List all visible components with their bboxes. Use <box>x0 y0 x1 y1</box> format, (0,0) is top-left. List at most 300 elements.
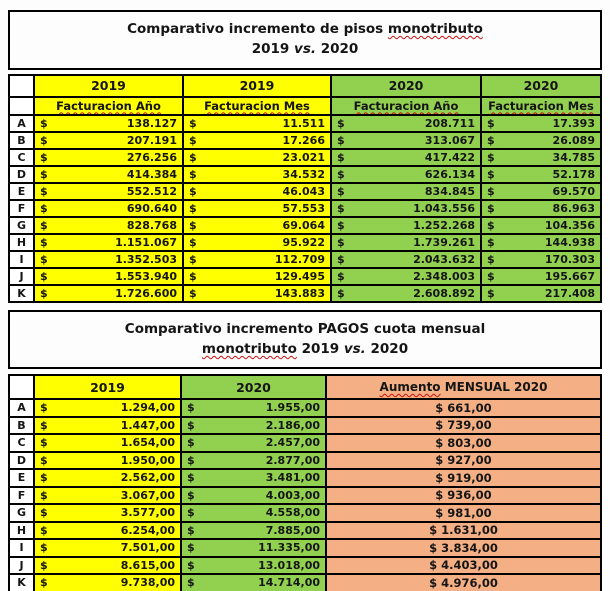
money-cell <box>181 469 326 487</box>
money-cell-content <box>189 253 325 266</box>
row-label: I <box>9 251 34 268</box>
cell-value: 6.254,00 <box>120 523 175 537</box>
money-cell-content <box>40 219 177 232</box>
currency-symbol: $ <box>189 201 197 215</box>
money-cell <box>331 217 481 234</box>
money-cell-content <box>40 401 175 414</box>
currency-symbol: $ <box>337 201 345 215</box>
row-label: J <box>9 557 34 575</box>
money-cell <box>34 183 183 200</box>
money-cell-content <box>189 185 325 198</box>
title-year-right: 2020 <box>370 340 409 357</box>
money-cell <box>183 149 331 166</box>
table1-year-header-row <box>9 75 601 97</box>
table-row <box>9 504 601 522</box>
money-cell <box>181 434 326 452</box>
currency-symbol: $ <box>337 269 345 283</box>
cell-value: 95.922 <box>282 235 325 249</box>
money-cell <box>34 539 181 557</box>
title-misspelled-word: monotributo <box>201 340 297 357</box>
currency-symbol: $ <box>189 133 197 147</box>
aumento-cell: $ 981,00 <box>326 504 601 522</box>
aumento-header-cell <box>326 375 601 399</box>
currency-symbol: $ <box>40 150 48 164</box>
money-cell <box>34 399 181 417</box>
table2-title-line1 <box>14 319 596 339</box>
title-year-left: 2019 <box>251 41 290 58</box>
title-year-right: 2020 <box>320 41 359 58</box>
table-row <box>9 200 601 217</box>
money-cell <box>34 200 183 217</box>
table-row <box>9 132 601 149</box>
cell-value: 276.256 <box>126 150 177 164</box>
table-row <box>9 522 601 540</box>
aumento-cell: $ 4.976,00 <box>326 574 601 591</box>
money-cell-content <box>40 471 175 484</box>
table-row <box>9 217 601 234</box>
currency-symbol: $ <box>40 401 48 415</box>
row-label: A <box>9 399 34 417</box>
corner-cell <box>9 97 34 115</box>
currency-symbol: $ <box>189 167 197 181</box>
aumento-cell: $ 4.403,00 <box>326 557 601 575</box>
cell-value: 1.043.556 <box>413 201 475 215</box>
money-cell-content <box>487 134 595 147</box>
money-cell-content <box>189 202 325 215</box>
currency-symbol: $ <box>187 523 195 537</box>
table1-subheader-row <box>9 97 601 115</box>
cell-value: 34.785 <box>552 150 595 164</box>
currency-symbol: $ <box>187 436 195 450</box>
money-cell-content <box>337 151 475 164</box>
money-cell-content <box>189 134 325 147</box>
cell-value: 34.532 <box>282 167 325 181</box>
money-cell <box>34 217 183 234</box>
year-header-cell: 2019 <box>34 375 181 399</box>
money-cell-content <box>40 506 175 519</box>
money-cell <box>181 417 326 435</box>
money-cell-content <box>40 134 177 147</box>
cell-value: 3.577,00 <box>120 506 175 520</box>
currency-symbol: $ <box>40 506 48 520</box>
cell-value: 1.252.268 <box>413 218 475 232</box>
money-cell-content <box>337 117 475 130</box>
currency-symbol: $ <box>189 218 197 232</box>
corner-cell <box>9 375 34 399</box>
title-year-left: 2019 <box>301 340 340 357</box>
money-cell <box>181 399 326 417</box>
cell-value: 7.501,00 <box>120 541 175 555</box>
money-cell-content <box>40 541 175 554</box>
row-label: E <box>9 469 34 487</box>
cell-value: 313.067 <box>424 133 475 147</box>
money-cell-content <box>187 471 320 484</box>
row-label: C <box>9 149 34 166</box>
cell-value: 138.127 <box>126 116 177 130</box>
cell-value: 2.043.632 <box>413 252 475 266</box>
table2-pagos <box>8 374 602 591</box>
money-cell-content <box>337 185 475 198</box>
aumento-misspelled-word: Aumento <box>379 380 441 394</box>
cell-value: 170.303 <box>544 252 595 266</box>
money-cell <box>34 469 181 487</box>
currency-symbol: $ <box>40 436 48 450</box>
title-misspelled-word: monotributo <box>387 21 483 37</box>
currency-symbol: $ <box>337 116 345 130</box>
cell-value: 1.553.940 <box>115 269 177 283</box>
currency-symbol: $ <box>337 286 345 300</box>
money-cell-content <box>189 236 325 249</box>
cell-value: 8.615,00 <box>120 558 175 572</box>
currency-symbol: $ <box>40 576 48 590</box>
money-cell-content <box>40 419 175 432</box>
cell-value: 9.738,00 <box>120 576 175 590</box>
title-vs: vs. <box>294 41 316 58</box>
currency-symbol: $ <box>40 269 48 283</box>
money-cell-content <box>40 202 177 215</box>
cell-value: 4.003,00 <box>265 488 320 502</box>
money-cell <box>34 557 181 575</box>
cell-value: 690.640 <box>126 201 177 215</box>
cell-value: 2.457,00 <box>265 436 320 450</box>
currency-symbol: $ <box>187 453 195 467</box>
currency-symbol: $ <box>40 116 48 130</box>
cell-value: 2.608.892 <box>413 286 475 300</box>
cell-value: 69.570 <box>552 184 595 198</box>
cell-value: 2.877,00 <box>265 453 320 467</box>
table-row <box>9 434 601 452</box>
cell-value: 414.384 <box>126 167 177 181</box>
currency-symbol: $ <box>487 286 495 300</box>
money-cell-content <box>189 270 325 283</box>
money-cell <box>34 149 183 166</box>
money-cell <box>481 149 601 166</box>
cell-value: 195.667 <box>544 269 595 283</box>
money-cell-content <box>189 219 325 232</box>
row-label: H <box>9 234 34 251</box>
row-label: F <box>9 200 34 217</box>
row-label: G <box>9 504 34 522</box>
money-cell <box>183 166 331 183</box>
cell-value: 1.352.503 <box>115 252 177 266</box>
currency-symbol: $ <box>487 269 495 283</box>
money-cell <box>331 115 481 132</box>
aumento-cell: $ 661,00 <box>326 399 601 417</box>
cell-value: 828.768 <box>126 218 177 232</box>
table-row <box>9 234 601 251</box>
facturacion-label: Facturacion Mes <box>204 98 310 113</box>
currency-symbol: $ <box>40 167 48 181</box>
facturacion-header-cell <box>331 97 481 115</box>
table-row <box>9 166 601 183</box>
facturacion-label: Facturacion Mes <box>488 98 594 113</box>
money-cell <box>481 268 601 285</box>
money-cell-content <box>337 168 475 181</box>
money-cell-content <box>40 270 177 283</box>
money-cell <box>331 166 481 183</box>
cell-value: 104.356 <box>544 218 595 232</box>
currency-symbol: $ <box>40 541 48 555</box>
money-cell <box>481 251 601 268</box>
currency-symbol: $ <box>187 576 195 590</box>
currency-symbol: $ <box>40 286 48 300</box>
money-cell <box>331 285 481 302</box>
currency-symbol: $ <box>487 116 495 130</box>
money-cell <box>481 115 601 132</box>
table-row <box>9 149 601 166</box>
currency-symbol: $ <box>189 116 197 130</box>
money-cell-content <box>187 506 320 519</box>
money-cell <box>331 132 481 149</box>
money-cell-content <box>487 219 595 232</box>
money-cell-content <box>40 117 177 130</box>
currency-symbol: $ <box>40 235 48 249</box>
money-cell <box>331 200 481 217</box>
money-cell <box>34 285 183 302</box>
money-cell <box>481 200 601 217</box>
cell-value: 1.955,00 <box>265 401 320 415</box>
money-cell-content <box>487 185 595 198</box>
money-cell <box>481 285 601 302</box>
currency-symbol: $ <box>40 418 48 432</box>
cell-value: 1.447,00 <box>120 418 175 432</box>
money-cell <box>183 132 331 149</box>
currency-symbol: $ <box>189 286 197 300</box>
cell-value: 1.739.261 <box>413 235 475 249</box>
money-cell-content <box>40 454 175 467</box>
money-cell <box>183 200 331 217</box>
table1-title-line2 <box>14 39 596 59</box>
money-cell <box>183 183 331 200</box>
row-label: F <box>9 487 34 505</box>
money-cell <box>481 217 601 234</box>
facturacion-header-cell <box>34 97 183 115</box>
cell-value: 208.711 <box>424 116 475 130</box>
cell-value: 1.950,00 <box>120 453 175 467</box>
currency-symbol: $ <box>487 167 495 181</box>
cell-value: 1.726.600 <box>115 286 177 300</box>
currency-symbol: $ <box>337 218 345 232</box>
money-cell-content <box>40 524 175 537</box>
row-label: I <box>9 539 34 557</box>
money-cell <box>34 417 181 435</box>
money-cell <box>331 268 481 285</box>
row-label: D <box>9 452 34 470</box>
currency-symbol: $ <box>187 418 195 432</box>
table-row <box>9 115 601 132</box>
cell-value: 4.558,00 <box>265 506 320 520</box>
cell-value: 14.714,00 <box>258 576 320 590</box>
money-cell-content <box>187 576 320 589</box>
row-label: A <box>9 115 34 132</box>
money-cell-content <box>337 287 475 300</box>
currency-symbol: $ <box>40 471 48 485</box>
money-cell-content <box>487 287 595 300</box>
currency-symbol: $ <box>40 133 48 147</box>
money-cell-content <box>40 559 175 572</box>
currency-symbol: $ <box>487 184 495 198</box>
currency-symbol: $ <box>337 167 345 181</box>
money-cell-content <box>40 287 177 300</box>
cell-value: 834.845 <box>424 184 475 198</box>
money-cell <box>34 132 183 149</box>
currency-symbol: $ <box>337 252 345 266</box>
currency-symbol: $ <box>487 252 495 266</box>
money-cell <box>181 487 326 505</box>
money-cell <box>183 217 331 234</box>
table-row <box>9 469 601 487</box>
facturacion-label: Facturacion Año <box>353 98 459 113</box>
money-cell <box>183 115 331 132</box>
money-cell-content <box>187 401 320 414</box>
row-label: D <box>9 166 34 183</box>
row-label: K <box>9 285 34 302</box>
table2-title-line2 <box>14 339 596 359</box>
cell-value: 3.481,00 <box>265 471 320 485</box>
money-cell-content <box>187 454 320 467</box>
money-cell-content <box>337 236 475 249</box>
money-cell <box>181 574 326 591</box>
money-cell-content <box>187 541 320 554</box>
aumento-cell: $ 1.631,00 <box>326 522 601 540</box>
row-label: J <box>9 268 34 285</box>
cell-value: 417.422 <box>424 150 475 164</box>
table-row <box>9 452 601 470</box>
currency-symbol: $ <box>187 471 195 485</box>
money-cell <box>34 434 181 452</box>
table-row <box>9 183 601 200</box>
row-label: C <box>9 434 34 452</box>
money-cell <box>181 452 326 470</box>
cell-value: 7.885,00 <box>265 523 320 537</box>
money-cell-content <box>40 185 177 198</box>
cell-value: 69.064 <box>282 218 325 232</box>
currency-symbol: $ <box>40 218 48 232</box>
row-label: K <box>9 574 34 591</box>
money-cell-content <box>187 436 320 449</box>
currency-symbol: $ <box>337 150 345 164</box>
currency-symbol: $ <box>487 150 495 164</box>
currency-symbol: $ <box>40 201 48 215</box>
money-cell-content <box>40 489 175 502</box>
money-cell-content <box>337 253 475 266</box>
currency-symbol: $ <box>40 558 48 572</box>
money-cell-content <box>187 559 320 572</box>
currency-symbol: $ <box>487 133 495 147</box>
money-cell-content <box>187 419 320 432</box>
currency-symbol: $ <box>187 488 195 502</box>
cell-value: 207.191 <box>126 133 177 147</box>
table1-body <box>9 75 601 302</box>
table-row <box>9 417 601 435</box>
cell-value: 11.511 <box>282 116 325 130</box>
table2-body <box>9 375 601 591</box>
currency-symbol: $ <box>40 488 48 502</box>
money-cell <box>331 183 481 200</box>
table2-header-row <box>9 375 601 399</box>
cell-value: 144.938 <box>544 235 595 249</box>
row-label: G <box>9 217 34 234</box>
cell-value: 2.348.003 <box>413 269 475 283</box>
aumento-cell: $ 3.834,00 <box>326 539 601 557</box>
facturacion-label: Facturacion Año <box>56 98 161 113</box>
money-cell <box>34 166 183 183</box>
money-cell <box>34 504 181 522</box>
money-cell-content <box>337 202 475 215</box>
currency-symbol: $ <box>189 252 197 266</box>
aumento-cell: $ 936,00 <box>326 487 601 505</box>
aumento-header-rest: MENSUAL 2020 <box>444 380 548 394</box>
currency-symbol: $ <box>189 269 197 283</box>
title-text: Comparativo incremento de pisos <box>127 21 384 37</box>
money-cell-content <box>40 576 175 589</box>
money-cell-content <box>487 151 595 164</box>
cell-value: 86.963 <box>552 201 595 215</box>
money-cell-content <box>487 253 595 266</box>
row-label: B <box>9 132 34 149</box>
table-row <box>9 285 601 302</box>
money-cell-content <box>40 253 177 266</box>
title-text: Comparativo incremento PAGOS cuota mensual <box>124 320 486 337</box>
money-cell <box>481 183 601 200</box>
money-cell <box>331 251 481 268</box>
cell-value: 57.553 <box>282 201 325 215</box>
currency-symbol: $ <box>189 184 197 198</box>
currency-symbol: $ <box>337 184 345 198</box>
money-cell <box>331 149 481 166</box>
money-cell <box>181 504 326 522</box>
money-cell-content <box>487 168 595 181</box>
table-row <box>9 574 601 591</box>
cell-value: 2.562,00 <box>120 471 175 485</box>
cell-value: 13.018,00 <box>258 558 320 572</box>
cell-value: 46.043 <box>282 184 325 198</box>
money-cell <box>183 268 331 285</box>
title-vs: vs. <box>343 340 366 357</box>
table1-title-line1 <box>14 19 596 39</box>
currency-symbol: $ <box>40 184 48 198</box>
cell-value: 626.134 <box>424 167 475 181</box>
money-cell <box>34 251 183 268</box>
table-row <box>9 557 601 575</box>
money-cell <box>481 166 601 183</box>
currency-symbol: $ <box>487 235 495 249</box>
currency-symbol: $ <box>487 201 495 215</box>
money-cell <box>34 452 181 470</box>
table-row <box>9 268 601 285</box>
cell-value: 3.067,00 <box>120 488 175 502</box>
cell-value: 552.512 <box>126 184 177 198</box>
currency-symbol: $ <box>337 235 345 249</box>
aumento-cell: $ 927,00 <box>326 452 601 470</box>
money-cell <box>34 487 181 505</box>
cell-value: 2.186,00 <box>265 418 320 432</box>
aumento-cell: $ 803,00 <box>326 434 601 452</box>
table1-title <box>8 10 602 70</box>
money-cell <box>481 234 601 251</box>
money-cell <box>183 251 331 268</box>
money-cell <box>481 132 601 149</box>
cell-value: 129.495 <box>274 269 325 283</box>
currency-symbol: $ <box>189 150 197 164</box>
money-cell-content <box>487 202 595 215</box>
money-cell <box>34 574 181 591</box>
money-cell <box>181 557 326 575</box>
money-cell-content <box>487 117 595 130</box>
cell-value: 1.654,00 <box>120 436 175 450</box>
table-row <box>9 487 601 505</box>
money-cell-content <box>187 489 320 502</box>
